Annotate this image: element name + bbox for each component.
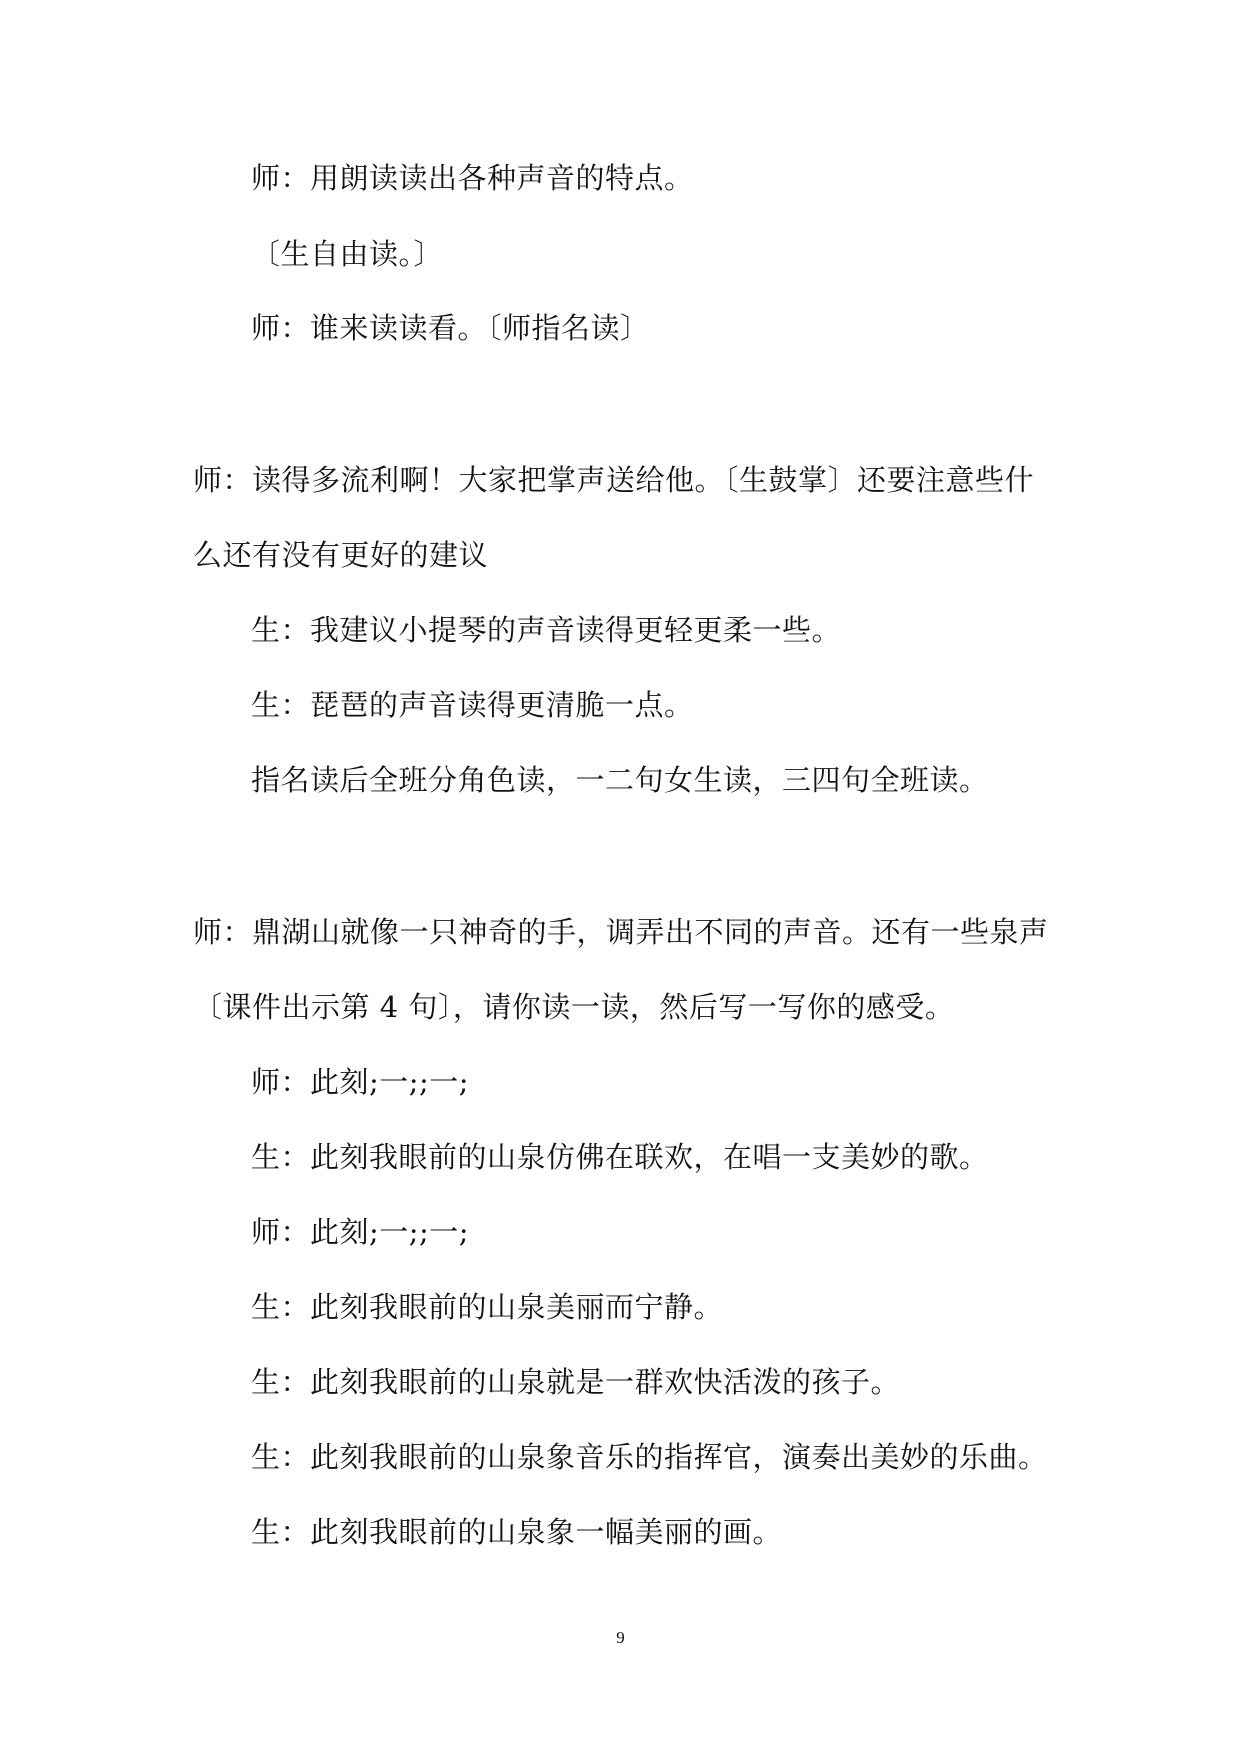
- paragraph-role-reading: 指名读后全班分角色读，一二句女生读，三四句全班读。: [251, 763, 989, 797]
- paragraph-teacher-praise-line2: 么还有没有更好的建议: [193, 538, 489, 572]
- paragraph-teacher-dinghu-line1: 师：鼎湖山就像一只神奇的手，调弄出不同的声音。还有一些泉声: [193, 915, 1049, 949]
- paragraph-student-spring-conductor: 生：此刻我眼前的山泉象音乐的指挥官，演奏出美妙的乐曲。: [251, 1440, 1048, 1474]
- paragraph-teacher-prompt-2: 师：此刻;一;;一;: [251, 1215, 470, 1249]
- paragraph-teacher-dinghu-line2: 〔课件出示第 4 句〕，请你读一读，然后写一写你的感受。: [193, 990, 955, 1024]
- paragraph-student-spring-children: 生：此刻我眼前的山泉就是一群欢快活泼的孩子。: [251, 1365, 901, 1399]
- paragraph-student-spring-quiet: 生：此刻我眼前的山泉美丽而宁静。: [251, 1290, 724, 1324]
- paragraph-students-free-read: 〔生自由读。〕: [251, 237, 444, 271]
- paragraph-student-pipa: 生：琵琶的声音读得更清脆一点。: [251, 688, 694, 722]
- paragraph-student-spring-song: 生：此刻我眼前的山泉仿佛在联欢，在唱一支美妙的歌。: [251, 1140, 989, 1174]
- paragraph-teacher-who-reads: 师：谁来读读看。〔师指名读〕: [251, 311, 650, 345]
- page-number: 9: [616, 1628, 625, 1647]
- paragraph-student-spring-painting: 生：此刻我眼前的山泉象一幅美丽的画。: [251, 1515, 783, 1549]
- paragraph-teacher-read-sounds: 师：用朗读读出各种声音的特点。: [251, 161, 694, 195]
- paragraph-teacher-praise-line1: 师：读得多流利啊！大家把掌声送给他。〔生鼓掌〕还要注意些什: [193, 463, 1035, 497]
- paragraph-student-violin: 生：我建议小提琴的声音读得更轻更柔一些。: [251, 613, 842, 647]
- paragraph-teacher-prompt-1: 师：此刻;一;;一;: [251, 1065, 470, 1099]
